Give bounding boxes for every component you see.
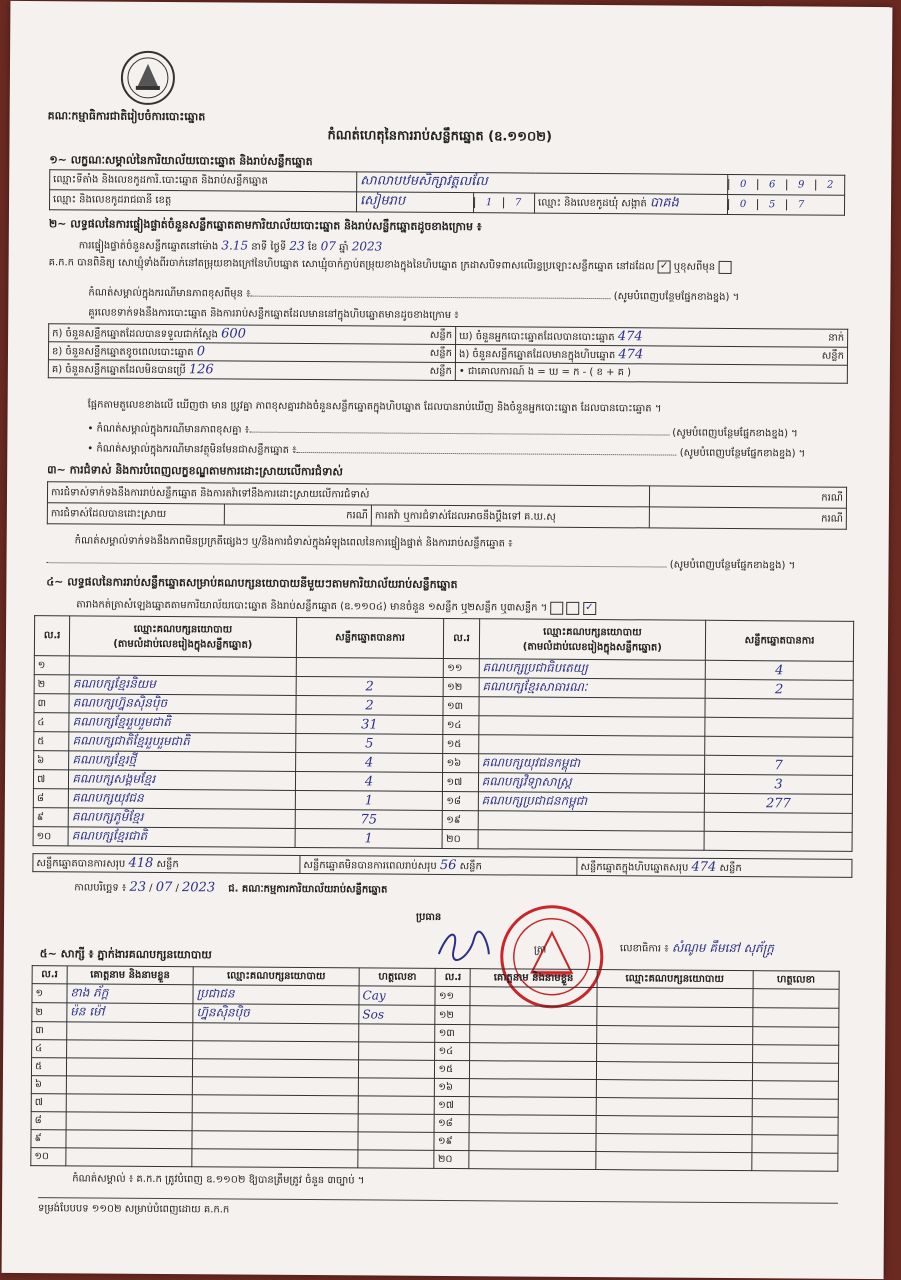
- witness-no: ៩: [31, 1130, 66, 1148]
- chairman-label: ប្រធាន: [416, 911, 442, 923]
- result-party: [479, 697, 706, 718]
- result-votes: [704, 812, 852, 832]
- witness-signature: [752, 1027, 838, 1046]
- result-party: គណបក្សហ្វ៊ុនស៊ិនប៉ិច: [69, 694, 296, 715]
- two-sheet-checkbox[interactable]: [567, 601, 580, 614]
- result-no: ១៤: [443, 715, 478, 734]
- result-votes: 1: [295, 828, 443, 848]
- witness-no: ១៤: [435, 1042, 470, 1060]
- total-invalid: សន្លឹកឆ្នោតមិនបានការពេលរាប់សរុប 56 សន្លឹក: [300, 855, 577, 875]
- witness-signature: [358, 1096, 435, 1115]
- station-id-table: [49, 169, 845, 216]
- witness-no: ១០: [31, 1148, 66, 1166]
- resolved-cases: ករណី: [224, 504, 371, 526]
- witness-name: [66, 1094, 192, 1113]
- formula: • ជាគោលការណ៍ ង = ឃ = ក - ( ខ + គ ): [455, 363, 847, 384]
- result-party: គណបក្សភូមិខ្មែរ: [68, 808, 295, 829]
- witness-signature: [359, 1024, 436, 1043]
- witness-name: [470, 1079, 596, 1098]
- result-party: គណបក្សខ្មែរជាតិ: [68, 827, 295, 848]
- witness-party: [595, 1134, 751, 1153]
- witness-name: [66, 1076, 192, 1095]
- witness-signature: [358, 1150, 435, 1169]
- row-e: ង) ចំនួនសន្លឹកឆ្នោតដែលមានក្នុងហិបឆ្នោត 474 សន្លឹក: [455, 345, 847, 366]
- witness-party: [193, 1059, 359, 1078]
- result-party: គណបក្សវិទ្យាសាស្ត្រ: [478, 773, 705, 794]
- appeal-label: ការតវ៉ា ឬការជំទាស់ដែលអាចនឹងប្តឹងទៅ គ.ឃ.សុ: [371, 505, 649, 528]
- section2-heading: ២~ លទ្ធផលនៃការផ្ទៀងផ្ទាត់ចំនួនសន្លឹកឆ្នោតតាមការិយាល័យបោះឆ្នោត និងរាប់សន្លឹកឆ្នោតដូចខាងក្រោម ៖: [48, 217, 482, 234]
- witness-no: ៥: [31, 1058, 66, 1076]
- station-name: សាលាបឋមសិក្សាវត្តលលែ: [357, 172, 728, 195]
- form-title: កំណត់ហេតុនៃការរាប់សន្លឹកឆ្នោត (ឧ.១១០២): [327, 128, 553, 145]
- witness-party: [596, 1062, 752, 1081]
- witness-signature: [358, 1132, 435, 1151]
- witness-party: ហ្វ៊ុនស៊ិនប៉ិច: [193, 1004, 359, 1024]
- col-no-right: ល.រ: [444, 618, 479, 658]
- result-party: គណបក្សប្រជាធិបតេយ្យ: [479, 659, 706, 680]
- verify-line: ការផ្ទៀងផ្ទាត់ចំនួនសន្លឹកឆ្នោតនៅម៉ោង 3.15 នាទី ថ្ងៃទី 23 ខែ 07 ឆ្នាំ 2023: [78, 238, 383, 254]
- witness-party: [596, 1044, 752, 1063]
- nec-emblem: [120, 50, 176, 106]
- objection-row1-cases: ករណី: [649, 486, 846, 508]
- result-votes: 7: [705, 755, 853, 775]
- witness-party: [192, 1131, 358, 1150]
- witness-signature: [751, 1153, 837, 1172]
- result-no: ១០: [33, 827, 68, 846]
- result-party: គណបក្សប្រជាជនកម្ពុជា: [478, 792, 705, 813]
- witness-no: ១៣: [435, 1024, 470, 1042]
- witness-name: [469, 1115, 595, 1134]
- witness-no: ៣: [32, 1022, 67, 1040]
- changed-checkbox[interactable]: [718, 260, 731, 273]
- d-value: 474: [617, 328, 643, 344]
- table-intro: គួរលេខទាក់ទងនឹងការបោះឆ្នោត និងការរាប់សន្លឹកឆ្នោតដែលមាននៅក្នុងហិបឆ្នោតមានដូចខាងក្រោម ៖: [88, 307, 459, 322]
- result-party: គណបក្សជាតិខ្មែររួបរួមជាតិ: [69, 732, 296, 753]
- witness-name: [66, 1040, 192, 1059]
- witness-name: [470, 1006, 596, 1026]
- result-votes: 277: [704, 793, 852, 813]
- result-party: [479, 716, 706, 737]
- irregularity-note: កំណត់សម្គាល់ទាក់ទងនឹងភាពមិនប្រក្រតីផ្សេងៗ ឬ/និងការជំទាស់ក្នុងអំឡុងពេលនៃការផ្ទៀងផ្ទាត់ និងការរាប់សន្លឹកឆ្នោត ៖: [74, 535, 513, 550]
- witness-name: [66, 1130, 192, 1149]
- e-value: 474: [618, 346, 644, 362]
- w-col-no-left: ល.រ: [32, 966, 67, 984]
- witness-party: [193, 1041, 359, 1060]
- station-code: 0 6 9 2: [728, 174, 845, 195]
- result-votes: 4: [705, 660, 853, 680]
- witness-signature: [752, 1063, 838, 1082]
- compare-line: ផ្អែកតាមតួលេខខាងលើ ឃើញថា មាន ប្រូវគ្នា ភាពខុសគ្នារវាងចំនួនសន្លឹកឆ្នោតក្នុងហិបឆ្នោត ដែលបានរាប់ឃើញ និងចំនួនអ្នកបោះឆ្នោត ដែលបានបោះឆ្នោត ។: [87, 399, 662, 415]
- witness-no: ១៩: [434, 1132, 469, 1150]
- org-name: គណៈកម្មាធិការជាតិរៀបចំការបោះឆ្នោត: [47, 109, 206, 124]
- province-name: សៀមរាប: [356, 192, 473, 213]
- diff-note: កំណត់សម្គាល់ក្នុងករណីមានភាពខុសពីមុន ៖ (សូមបំពេញបន្ថែមផ្នែកខាងខ្នង) ។: [88, 287, 740, 304]
- result-votes: 4: [295, 752, 443, 772]
- w-col-sign-right: ហត្ថលេខា: [753, 971, 839, 990]
- result-no: ១២: [444, 677, 479, 696]
- witness-no: ១២: [435, 1005, 470, 1024]
- committee-label: ជ. គណៈកម្មការការិយាល័យរាប់សន្លឹកឆ្នោត: [228, 883, 388, 896]
- result-party: គណបក្សយុវជនកម្ពុជា: [478, 754, 705, 775]
- w-col-name-right: គោត្តនាម និងនាមខ្លួន: [470, 969, 596, 988]
- unchanged-checkbox[interactable]: ✓: [658, 260, 671, 273]
- witness-signature: [359, 1042, 436, 1061]
- witness-party: [596, 1080, 752, 1099]
- section4-heading: ៤~ លទ្ធផលនៃការរាប់សន្លឹកឆ្នោតសម្រាប់គណបក្សនយោបាយនីមួយៗតាមការិយាល័យរាប់សន្លឹកឆ្នោត: [46, 575, 458, 592]
- witness-signature: Cay: [359, 986, 436, 1006]
- total-in-box: សន្លឹកឆ្នោតក្នុងហិបឆ្នោតសរុប 474 សន្លឹក: [577, 857, 852, 877]
- result-no: ១: [34, 656, 69, 675]
- result-no: ៥: [34, 732, 69, 751]
- result-no: ១៣: [443, 696, 478, 715]
- witness-no: ១៨: [435, 1114, 470, 1132]
- irregularity-fill: (សូមបំពេញបន្ថែមផ្នែកខាងខ្នង) ។: [46, 553, 795, 573]
- result-no: ១៦: [443, 753, 478, 772]
- verify-year: 2023: [351, 239, 383, 254]
- witness-no: ១៧: [435, 1096, 470, 1114]
- province-code: 1 7: [473, 193, 534, 213]
- totals-table: [32, 853, 852, 878]
- witness-name: [469, 1097, 595, 1116]
- ballot-count-form: [2, 1, 893, 1279]
- one-sheet-checkbox[interactable]: [550, 601, 563, 614]
- tally-intro: តារាងកត់ត្រាសំឡេងឆ្នោតតាមការិយាល័យបោះឆ្នោត និងរាប់សន្លឹកឆ្នោត (ឧ.១១០៤) មានចំនួន ១សន្លឹក ឬ២សន្លឹក ឬ៣សន្លឹក ។ ✓: [76, 597, 596, 616]
- w-col-no-right: ល.រ: [436, 968, 471, 986]
- witness-name: [469, 1151, 595, 1170]
- results-body: [33, 656, 853, 852]
- seal-line: គ.ក.ក បានពិនិត្យ សោឃ្មុំទាំងពីរចាក់នៅតម្រុយខាងក្រៅនៃហិបឆ្នោត សោឃ្មុំចាក់ភ្ជាប់តម្រុយខាងក្នុងនៃហិបឆ្នោត ក្រដាសបិទពាសលើរន្ធប្រឡោះសន្លឹកឆ្នោត នៅដដែល ✓ ឬខុសពីមុន: [49, 255, 849, 276]
- w-col-party-right: ឈ្មោះគណបក្សនយោបាយ: [597, 970, 753, 989]
- verify-day: 23: [289, 238, 305, 253]
- station-label: ឈ្មោះទីតាំង និងលេខកូដការិ.បោះឆ្នោត និងរាប់សន្លឹកឆ្នោត: [50, 170, 357, 192]
- w-col-party-left: ឈ្មោះគណបក្សនយោបាយ: [193, 967, 359, 986]
- witness-party: [192, 1077, 358, 1096]
- result-party: [478, 735, 705, 756]
- witness-party: [595, 1152, 751, 1171]
- witness-party: [597, 988, 753, 1008]
- date-day: 23: [129, 879, 147, 895]
- witness-party: [596, 1116, 752, 1135]
- result-party: គណបក្សខ្មែរថ្មី: [69, 751, 296, 772]
- witness-signature: [752, 1008, 838, 1028]
- witness-signature: [752, 1081, 838, 1100]
- result-no: ១៩: [443, 810, 478, 829]
- section1-heading: ១~ លក្ខណៈសម្គាល់នៃការិយាល័យបោះឆ្នោត និងរាប់សន្លឹកឆ្នោត: [49, 153, 313, 169]
- verify-time: 3.15: [221, 238, 249, 253]
- section5-heading: ៥~ សាក្សី ៖ ភ្នាក់ងារគណបក្សនយោបាយ: [39, 947, 212, 962]
- section3-heading: ៣~ ការជំទាស់ និងការបំពេញលក្ខខណ្ឌតាមការដោះស្រាយលើការជំទាស់: [47, 463, 343, 479]
- result-votes: [705, 717, 853, 737]
- result-no: ៤: [34, 713, 69, 732]
- province-label: ឈ្មោះ និងលេខកូដរាជធានី ខេត្ត: [49, 190, 356, 212]
- result-votes: [296, 657, 444, 677]
- col-party-right: ឈ្មោះគណបក្សនយោបាយ (តាមលំដាប់លេខរៀងក្នុងសន្លឹកឆ្នោត): [479, 619, 706, 661]
- result-no: ៣: [34, 694, 69, 713]
- witness-no: ១៦: [435, 1078, 470, 1096]
- row-d: ឃ) ចំនួនអ្នកបោះឆ្នោតដែលបានបោះឆ្នោត 474 នាក់: [456, 327, 848, 348]
- commune-code: 0 5 7: [727, 194, 844, 215]
- result-no: ១៧: [443, 772, 478, 791]
- witness-party: [192, 1149, 358, 1168]
- results-table: [33, 615, 855, 852]
- witness-name: [66, 1148, 192, 1167]
- witness-party: [596, 1098, 752, 1117]
- witness-no: ១៥: [435, 1060, 470, 1078]
- chairman-signature: [434, 924, 494, 968]
- col-votes-left: សន្លឹកឆ្នោតបានការ: [296, 617, 444, 658]
- row-b: ខ) ចំនួនសន្លឹកឆ្នោតខូចពេលបោះឆ្នោត 0 សន្លឹក: [48, 342, 455, 363]
- witness-no: ៤: [32, 1040, 67, 1058]
- result-no: ៨: [33, 789, 68, 808]
- a-value: 600: [221, 325, 246, 342]
- result-no: ៩: [33, 808, 68, 827]
- form-footer: ទម្រង់បែបបទ ១១០២ សម្រាប់បំពេញដោយ គ.ក.ក: [37, 1203, 230, 1216]
- witness-name: [469, 1133, 595, 1152]
- secretary-name: សំណូម គឹមនៅ សុភ័ក្ត្រ: [671, 940, 774, 956]
- objection-row1-label: ការជំទាស់ទាក់ទងនឹងការរាប់សន្លឹកឆ្នោត និងការតវ៉ាទៅនឹងការដោះស្រាយលើការជំទាស់: [47, 482, 649, 507]
- witness-no: ១: [32, 984, 67, 1003]
- result-no: ៦: [34, 751, 69, 770]
- date-line: កាលបរិច្ឆេទ ៖ 23 / 07 / 2023 ជ. គណៈកម្មការការិយាល័យរាប់សន្លឹកឆ្នោត: [74, 879, 388, 896]
- witness-party: [596, 1007, 752, 1027]
- result-party: [69, 656, 296, 677]
- result-votes: 2: [705, 679, 853, 699]
- witness-party: [193, 1023, 359, 1042]
- witness-no: ៧: [31, 1094, 66, 1112]
- witness-signature: [753, 989, 839, 1009]
- result-votes: 5: [295, 733, 443, 753]
- date-year: 2023: [181, 880, 216, 896]
- witness-party: [596, 1026, 752, 1045]
- verify-month: 07: [320, 239, 336, 254]
- witness-no: ១១: [435, 986, 470, 1005]
- stamp-label: ត្រា: [533, 944, 547, 956]
- witness-signature: Sos: [359, 1005, 436, 1025]
- result-votes: [705, 736, 853, 756]
- witness-signature: [752, 1099, 838, 1118]
- three-sheet-checkbox[interactable]: ✓: [583, 601, 596, 614]
- witness-no: ៨: [31, 1112, 66, 1130]
- result-party: គណបក្សខ្មែរសាធារណៈ: [479, 678, 706, 699]
- result-party: គណបក្សខ្មែរនិយម: [69, 675, 296, 696]
- b-value: 0: [196, 343, 206, 359]
- witness-no: ៦: [31, 1076, 66, 1094]
- col-votes-right: សន្លឹកឆ្នោតបានការ: [705, 620, 853, 661]
- result-no: ២០: [443, 829, 478, 848]
- signature-icon: [434, 924, 494, 964]
- commune-cell: ឈ្មោះ និងលេខកូដឃុំ សង្កាត់ បាគង: [534, 193, 727, 214]
- result-votes: 1: [295, 790, 443, 810]
- result-party: គណបក្សសង្គមខ្មែរ: [69, 770, 296, 791]
- ballot-figures-table: [48, 323, 848, 384]
- w-col-sign-left: ហត្ថលេខា: [359, 968, 436, 987]
- result-votes: 75: [295, 809, 443, 829]
- result-votes: [704, 831, 852, 851]
- col-no-left: ល.រ: [34, 616, 69, 656]
- witness-signature: [358, 1078, 435, 1097]
- witness-signature: [752, 1117, 838, 1136]
- result-votes: 31: [295, 714, 443, 734]
- c-value: 126: [188, 361, 214, 377]
- commune-name: បាគង: [649, 195, 679, 211]
- witness-name: [470, 1043, 596, 1062]
- witness-party: [192, 1113, 358, 1132]
- result-no: ១៨: [443, 791, 478, 810]
- w-col-name-left: គោត្តនាម និងនាមខ្លួន: [67, 966, 193, 985]
- result-votes: 3: [704, 774, 852, 794]
- result-party: គណបក្សយុវជន: [69, 789, 296, 810]
- witness-no: ២០: [434, 1150, 469, 1168]
- witness-name: ខាង ភ័ក្ត: [67, 984, 193, 1004]
- result-party: [478, 830, 705, 851]
- secretary-line: លេខាធិការ ៖ សំណូម គឹមនៅ សុភ័ក្ត្រ: [619, 940, 774, 956]
- objection-table: [47, 481, 847, 530]
- result-votes: 2: [296, 695, 444, 715]
- witness-no: ២: [32, 1003, 67, 1022]
- witness-signature: [358, 1060, 435, 1079]
- row-c: គ) ចំនួនសន្លឹកឆ្នោតដែលមិនបានប្រើ 126 សន្លឹក: [48, 360, 455, 381]
- witness-body: [31, 984, 839, 1172]
- witness-name: [66, 1058, 192, 1077]
- total-valid: សន្លឹកឆ្នោតបានការសរុប 418 សន្លឹក: [33, 854, 300, 874]
- witness-name: [470, 987, 596, 1007]
- result-no: ២: [34, 675, 69, 694]
- diff-note-2: • កំណត់សម្គាល់ក្នុងករណីមានភាពខុសគ្នា ៖ (សូមបំពេញបន្ថែមផ្នែកខាងខ្នង) ។: [87, 423, 798, 440]
- witness-signature: [752, 1045, 838, 1064]
- witness-table: [30, 965, 839, 1172]
- witness-signature: [752, 1135, 838, 1154]
- witness-name: [66, 1022, 192, 1041]
- witness-party: [192, 1095, 358, 1114]
- result-votes: [705, 698, 853, 718]
- result-no: ៧: [33, 770, 68, 789]
- resolved-label: ការជំទាស់ដែលបានដោះស្រាយ: [47, 503, 224, 525]
- result-votes: 4: [295, 771, 443, 791]
- witness-name: [66, 1112, 192, 1131]
- result-votes: 2: [296, 676, 444, 696]
- witness-name: [470, 1061, 596, 1080]
- result-party: [478, 811, 705, 832]
- appeal-cases: ករណី: [649, 507, 846, 529]
- col-party-left: ឈ្មោះគណបក្សនយោបាយ (តាមលំដាប់លេខរៀងក្នុងសន្លឹកឆ្នោត): [70, 616, 297, 658]
- result-no: ១១: [444, 658, 479, 677]
- row-a: ក) ចំនួនសន្លឹកឆ្នោតដែលបានទទួលជាក់ស្តែង 600 សន្លឹក: [49, 324, 456, 345]
- date-month: 07: [155, 879, 173, 896]
- object-note: • កំណត់សម្គាល់ក្នុងករណីមានវត្ថុមិនមែនជាសន្លឹកឆ្នោត ៖ (សូមបំពេញបន្ថែមផ្នែកខាងខ្នង) ។: [87, 443, 806, 460]
- witness-signature: [358, 1114, 435, 1133]
- emblem-icon: [120, 50, 176, 106]
- witness-name: [470, 1025, 596, 1044]
- result-no: ១៥: [443, 734, 478, 753]
- witness-name: ម៉ន ម៉ៅ: [67, 1003, 193, 1023]
- result-party: គណបក្សខ្មែររួបរួមជាតិ: [69, 713, 296, 734]
- witness-party: ប្រជាជន: [193, 985, 359, 1005]
- final-note: កំណត់សម្គាល់ ៖ គ.ក.ក ត្រូវបំពេញ ឧ.១១០២ ឱ្យបានត្រឹមត្រូវ ចំនួន ៣ច្បាប់ ។: [72, 1173, 365, 1187]
